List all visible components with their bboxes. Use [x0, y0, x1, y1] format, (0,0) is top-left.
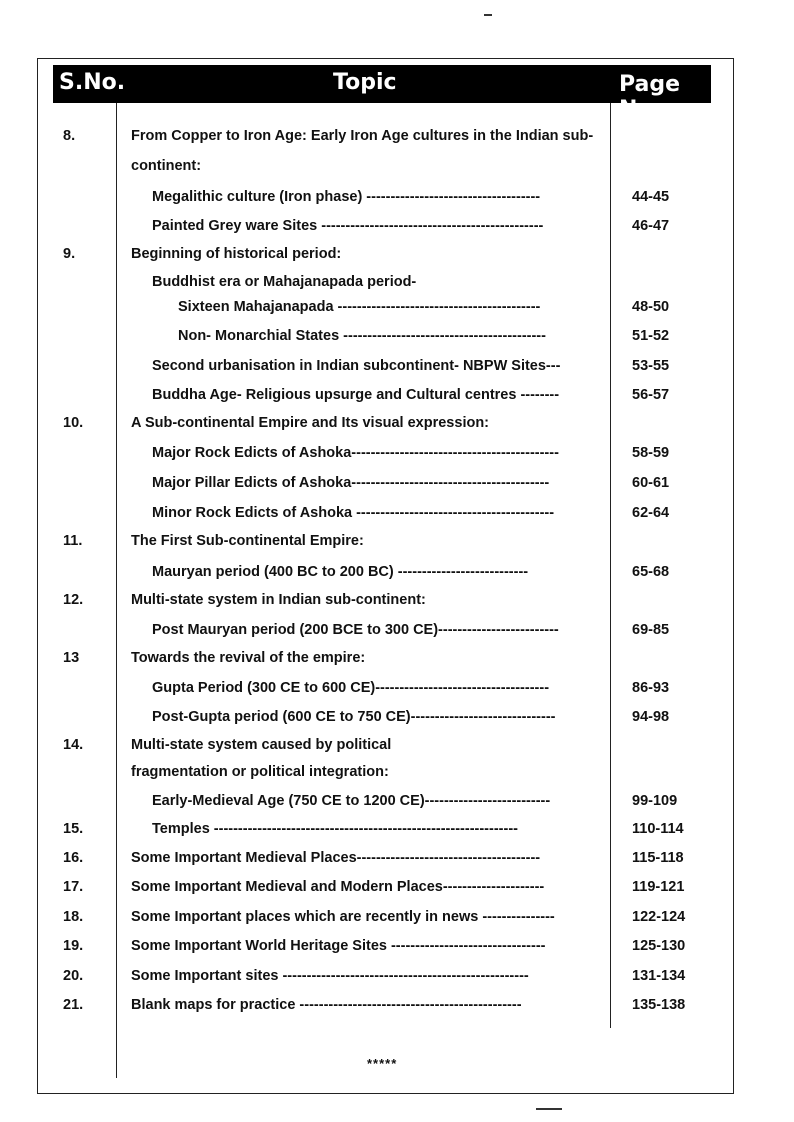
row-topic: Gupta Period (300 CE to 600 CE)------------------------------------ [152, 680, 550, 696]
row-topic: Beginning of historical period: [131, 246, 342, 262]
table-row [0, 472, 794, 494]
row-topic: Early-Medieval Age (750 CE to 1200 CE)-------------------------- [152, 793, 551, 809]
row-page: 122-124 [632, 909, 686, 925]
row-topic: Megalithic culture (Iron phase) ------------------------------------ [152, 189, 541, 205]
table-row [0, 296, 794, 318]
row-page: 44-45 [632, 189, 670, 205]
header-topic: Topic [333, 70, 397, 95]
table-row [0, 412, 794, 434]
table-row [0, 876, 794, 898]
row-topic: The First Sub-continental Empire: [131, 533, 364, 549]
row-topic: Mauryan period (400 BC to 200 BC) --------------------------- [152, 564, 529, 580]
row-sno: 14. [63, 737, 84, 753]
table-row [0, 906, 794, 928]
row-page: 69-85 [632, 622, 670, 638]
row-page: 94-98 [632, 709, 670, 725]
table-row [0, 619, 794, 641]
table-row [0, 186, 794, 208]
row-page: 86-93 [632, 680, 670, 696]
row-page: 135-138 [632, 997, 686, 1013]
end-marker: ***** [367, 1056, 398, 1071]
row-topic: Towards the revival of the empire: [131, 650, 366, 666]
table-row [0, 384, 794, 406]
row-page: 119-121 [632, 879, 685, 895]
table-row [0, 355, 794, 377]
row-sno: 11. [63, 533, 83, 549]
header-page-no: Page No. [619, 72, 681, 122]
table-row [0, 965, 794, 987]
table-row [0, 561, 794, 583]
row-topic: Buddha Age- Religious upsurge and Cultural centres -------- [152, 387, 560, 403]
row-topic: continent: [131, 158, 202, 174]
row-page: 62-64 [632, 505, 670, 521]
row-sno: 9. [63, 246, 76, 262]
table-row [0, 734, 794, 756]
row-page: 46-47 [632, 218, 670, 234]
row-sno: 16. [63, 850, 84, 866]
row-topic: Post-Gupta period (600 CE to 750 CE)------------------------------ [152, 709, 556, 725]
row-page: 131-134 [632, 968, 686, 984]
row-sno: 15. [63, 821, 84, 837]
table-row [0, 935, 794, 957]
row-sno: 10. [63, 415, 84, 431]
table-row [0, 155, 794, 177]
row-topic: Major Rock Edicts of Ashoka------------------------------------------- [152, 445, 559, 461]
row-sno: 8. [63, 128, 76, 144]
row-topic: fragmentation or political integration: [131, 764, 389, 780]
row-topic: Painted Grey ware Sites ---------------------------------------------- [152, 218, 544, 234]
row-page: 115-118 [632, 850, 684, 866]
row-sno: 17. [63, 879, 84, 895]
table-row [0, 271, 794, 293]
table-row [0, 790, 794, 812]
row-topic: Minor Rock Edicts of Ashoka ----------------------------------------- [152, 505, 555, 521]
scan-mark [484, 14, 492, 16]
row-topic: Buddhist era or Mahajanapada period- [152, 274, 417, 290]
table-row [0, 761, 794, 783]
table-row [0, 215, 794, 237]
row-sno: 13 [63, 650, 80, 666]
row-page: 48-50 [632, 299, 670, 315]
row-topic: From Copper to Iron Age: Early Iron Age cultures in the Indian sub- [131, 128, 594, 144]
table-row [0, 125, 794, 147]
row-page: 65-68 [632, 564, 670, 580]
table-row [0, 325, 794, 347]
table-row [0, 589, 794, 611]
row-topic: Second urbanisation in Indian subcontinent- NBPW Sites--- [152, 358, 561, 374]
row-topic: Multi-state system caused by political [131, 737, 392, 753]
row-topic: A Sub-continental Empire and Its visual expression: [131, 415, 490, 431]
row-topic: Some Important World Heritage Sites -------------------------------- [131, 938, 546, 954]
table-row [0, 677, 794, 699]
row-topic: Some Important places which are recently in news --------------- [131, 909, 555, 925]
row-topic: Temples --------------------------------------------------------------- [152, 821, 518, 837]
table-row [0, 818, 794, 840]
row-sno: 20. [63, 968, 84, 984]
row-page: 53-55 [632, 358, 670, 374]
row-topic: Blank maps for practice ---------------------------------------------- [131, 997, 522, 1013]
row-sno: 21. [63, 997, 84, 1013]
row-page: 58-59 [632, 445, 670, 461]
row-sno: 18. [63, 909, 84, 925]
row-page: 110-114 [632, 821, 684, 837]
row-topic: Major Pillar Edicts of Ashoka----------------------------------------- [152, 475, 550, 491]
row-page: 51-52 [632, 328, 670, 344]
row-page: 60-61 [632, 475, 670, 491]
table-row [0, 647, 794, 669]
table-header [53, 65, 711, 122]
table-row [0, 530, 794, 552]
row-topic: Some Important sites --------------------------------------------------- [131, 968, 529, 984]
row-topic: Non- Monarchial States ------------------------------------------ [178, 328, 546, 344]
row-topic: Post Mauryan period (200 BCE to 300 CE)------------------------- [152, 622, 559, 638]
row-page: 56-57 [632, 387, 670, 403]
table-row [0, 847, 794, 869]
table-row [0, 442, 794, 464]
header-sno: S.No. [59, 70, 126, 95]
row-topic: Sixteen Mahajanapada ------------------------------------------ [178, 299, 541, 315]
scan-mark [536, 1108, 562, 1110]
row-sno: 12. [63, 592, 84, 608]
table-row [0, 706, 794, 728]
row-topic: Some Important Medieval Places-------------------------------------- [131, 850, 541, 866]
table-row [0, 502, 794, 524]
table-row [0, 994, 794, 1016]
row-page: 125-130 [632, 938, 686, 954]
row-topic: Some Important Medieval and Modern Places--------------------- [131, 879, 545, 895]
table-row [0, 243, 794, 265]
row-sno: 19. [63, 938, 84, 954]
row-page: 99-109 [632, 793, 678, 809]
row-topic: Multi-state system in Indian sub-continent: [131, 592, 426, 608]
